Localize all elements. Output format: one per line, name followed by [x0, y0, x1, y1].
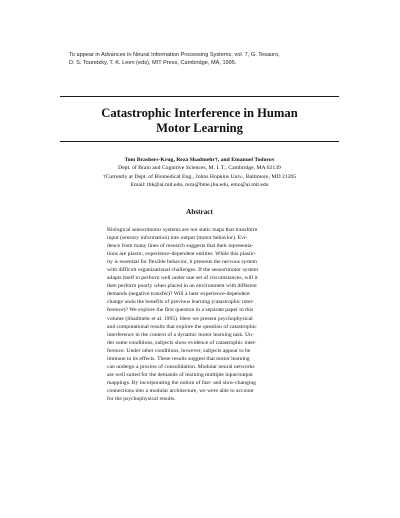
abstract-line: change undo the benefits of previous learning (catastrophic inter- [107, 299, 255, 306]
abstract-line: connections into a modular architecture, we were able to account [107, 387, 254, 394]
abstract-heading: Abstract [186, 208, 213, 216]
abstract-line: mappings. By incorporating the notion of fast- and slow-changing [107, 379, 256, 386]
abstract-line: with difficult organizational challenges. If the sensorimotor system [107, 267, 259, 274]
abstract-line: and computational results that explore the question of catastrophic [107, 323, 257, 330]
paper-title-line: Catastrophic Interference in Human [101, 106, 298, 120]
affiliation-line: Dept. of Brain and Cognitive Sciences, M. I. T., Cambridge, MA 02139 [118, 165, 281, 172]
title-rule-bottom [60, 141, 339, 142]
publication-notice [69, 51, 345, 67]
abstract-line: immune to its effects. These results suggest that motor learning [107, 355, 250, 362]
author-names: Tom Brashers-Krug, Reza Shadmehr†, and Emanuel Todorov [124, 157, 275, 163]
abstract-line: then perform poorly when placed in an environment with different [107, 283, 257, 290]
abstract-line: ity is essential for flexible behavior, it presents the nervous system [107, 259, 257, 266]
abstract-line: volume (Shadmehr et al. 1995). Here we present psychophysical [107, 315, 253, 322]
abstract-line: adapts itself to perform well under one set of circumstances, will it [107, 275, 258, 282]
abstract-line: are well suited for the demands of learning multiple input/output [107, 371, 253, 378]
abstract-line: der some conditions, subjects show evidence of catastrophic inter- [107, 339, 257, 346]
affiliation-line: †Currently at Dept. of Biomedical Eng., Johns Hopkins Univ., Baltimore, MD 21205 [102, 173, 297, 180]
abstract-line: demands (negative transfer)? Will a later experience-dependent [107, 291, 250, 298]
abstract-line: Biological sensorimotor systems are not static maps that transform [107, 227, 258, 233]
abstract-line: tions are plastic, experience-dependent entities. While this plastic- [107, 251, 257, 258]
abstract-line: input (sensory information) into output (motor behavior). Evi- [107, 235, 248, 242]
abstract-line: interference in the context of a dynamic motor learning task. Un- [107, 331, 254, 338]
publication-notice-line: D. S. Touretzky, T. K. Leen (eds), MIT Press, Cambridge, MA, 1995. [69, 60, 237, 66]
email-line: Email: tbk@ai.mit.edu, reza@bme.jhu.edu, emo@ai.mit.edu [130, 182, 269, 189]
abstract-line: ference. Under other conditions, however, subjects appear to be [107, 347, 251, 354]
abstract-body [107, 226, 297, 403]
abstract-line: ference)? We explore the first question in a separate paper in this [107, 307, 254, 314]
title-rule-top [60, 96, 339, 97]
author-block [60, 156, 339, 190]
publication-notice-line: To appear in Advances in Neural Information Processing Systems, vol. 7, G. Tesauro, [69, 52, 280, 58]
paper-title [60, 106, 339, 136]
abstract-line: for the psychophysical results. [107, 395, 176, 402]
abstract-line: can undergo a process of consolidation. Modular neural networks [107, 363, 255, 370]
abstract-line: dence from many lines of research suggests that their representa- [107, 243, 254, 250]
paper-title-line: Motor Learning [156, 121, 243, 135]
